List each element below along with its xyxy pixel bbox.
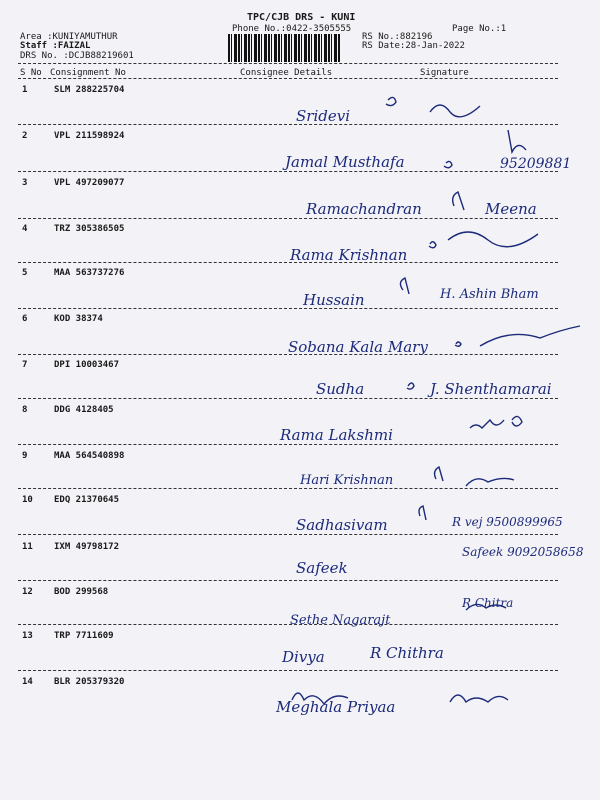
handwriting: R Chitra bbox=[462, 596, 514, 610]
handwriting: Safeek 9092058658 bbox=[462, 545, 584, 559]
handwriting: Divya bbox=[282, 648, 325, 666]
row-consignment: EDQ 21370645 bbox=[54, 495, 120, 505]
handwriting: Sobana Kala Mary bbox=[288, 338, 428, 356]
row-sno: 5 bbox=[22, 268, 28, 278]
row-consignment: SLM 288225704 bbox=[54, 85, 125, 95]
row-consignment: DPI 10003467 bbox=[54, 360, 120, 370]
row-sno: 8 bbox=[22, 405, 28, 415]
handwriting: Jamal Musthafa bbox=[285, 153, 405, 171]
phone-number: Phone No.:0422-3505555 bbox=[232, 24, 352, 34]
handwriting: Sridevi bbox=[296, 107, 350, 125]
row-consignment: VPL 497209077 bbox=[54, 178, 125, 188]
handwriting: H. Ashin Bham bbox=[440, 287, 539, 302]
row-consignment: MAA 563737276 bbox=[54, 268, 125, 278]
row-sno: 9 bbox=[22, 451, 28, 461]
row-consignment: KOD 38374 bbox=[54, 314, 103, 324]
row-sno: 3 bbox=[22, 178, 28, 188]
handwriting: Hari Krishnan bbox=[300, 473, 394, 488]
rs-date: RS Date:28-Jan-2022 bbox=[362, 41, 465, 51]
area-label: Area :KUNIYAMUTHUR bbox=[20, 32, 118, 42]
handwriting: Meghala Priyaa bbox=[276, 698, 396, 716]
page-title: TPC/CJB DRS - KUNI bbox=[247, 12, 356, 23]
col-consignee: Consignee Details bbox=[240, 68, 333, 78]
row-consignment: DDG 4128405 bbox=[54, 405, 114, 415]
row-sno: 14 bbox=[22, 677, 33, 687]
handwriting: Rama Lakshmi bbox=[280, 426, 393, 444]
row-consignment: MAA 564540898 bbox=[54, 451, 125, 461]
col-consignment: Consignment No bbox=[50, 68, 126, 78]
row-consignment: TRZ 305386505 bbox=[54, 224, 125, 234]
row-sno: 7 bbox=[22, 360, 28, 370]
row-consignment: VPL 211598924 bbox=[54, 131, 125, 141]
handwriting: R Chithra bbox=[370, 644, 444, 662]
row-consignment: IXM 49798172 bbox=[54, 542, 120, 552]
handwriting: 95209881 bbox=[500, 156, 572, 172]
page-number: Page No.:1 bbox=[452, 24, 507, 34]
row-sno: 11 bbox=[22, 542, 33, 552]
row-consignment: TRP 7711609 bbox=[54, 631, 114, 641]
rs-number: RS No.:882196 bbox=[362, 32, 433, 42]
row-sno: 13 bbox=[22, 631, 33, 641]
row-sno: 12 bbox=[22, 587, 33, 597]
handwriting: Hussain bbox=[303, 291, 365, 309]
handwriting: Meena bbox=[485, 200, 537, 218]
row-sno: 4 bbox=[22, 224, 28, 234]
handwriting: Sudha bbox=[316, 380, 365, 398]
row-consignment: BOD 299568 bbox=[54, 587, 109, 597]
row-sno: 2 bbox=[22, 131, 28, 141]
col-signature: Signature bbox=[420, 68, 469, 78]
row-sno: 1 bbox=[22, 85, 28, 95]
staff-label: Staff :FAIZAL bbox=[20, 41, 91, 51]
col-sno: S No bbox=[20, 68, 42, 78]
handwriting: Ramachandran bbox=[306, 200, 422, 218]
handwriting: J. Shenthamarai bbox=[430, 380, 552, 398]
handwriting: R vej 9500899965 bbox=[452, 515, 563, 529]
handwriting: Sethe Nagarajt bbox=[290, 613, 391, 628]
handwriting: Rama Krishnan bbox=[290, 246, 408, 264]
drs-number: DRS No. :DCJB88219601 bbox=[20, 51, 134, 61]
handwriting: Safeek bbox=[296, 559, 348, 577]
handwriting: Sadhasivam bbox=[296, 516, 388, 534]
row-consignment: BLR 205379320 bbox=[54, 677, 125, 687]
row-sno: 6 bbox=[22, 314, 28, 324]
row-sno: 10 bbox=[22, 495, 33, 505]
